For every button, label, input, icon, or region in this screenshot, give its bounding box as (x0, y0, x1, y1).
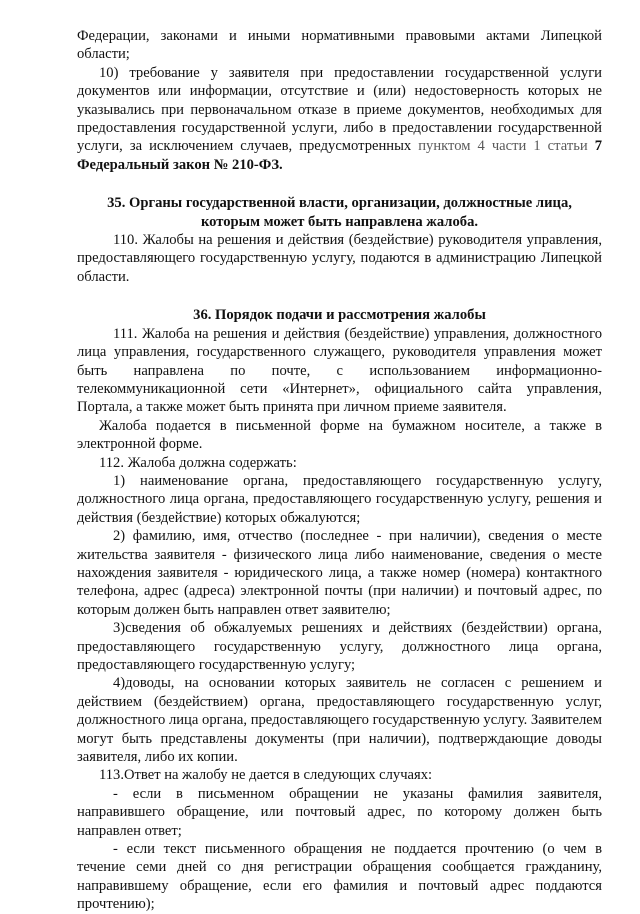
section-36-heading: 36. Порядок подачи и рассмотрения жалобы (193, 307, 486, 324)
paragraph-113: 113.Ответ на жалобу не дается в следующих случаях: (99, 767, 433, 784)
paragraph-10-dot: . (279, 156, 283, 173)
paragraph-10-text: 10) требование у заявителя при предоставлении государственной услуги документов или информации, отсутствие и (или) недостоверность которых не указывались при первоначальном отказе в приеме документов, необходимых для предоставления государственной услуги, либо в предоставлении государственной услуги, за исключением случаев, предусмотренных (77, 64, 602, 155)
paragraph-113-item-2: - если текст письменного обращения не поддается прочтению (о чем в течение семи дней со дня регистрации обращения сообщается гражданину, направившему обращение, если его фамилия и почтовый адрес поддаются прочтению); (77, 841, 602, 913)
paragraph-111-form: Жалоба подается в письменной форме на бумажном носителе, а также в электронной форме. (77, 417, 602, 453)
law-reference-tail: 7 Федеральный закон № 210-ФЗ (77, 138, 602, 173)
paragraph-111: 111. Жалоба на решения и действия (бездействие) управления, должностного лица управления, государственного служащего, руководителя управления может быть направлена по почте, с использованием информационно-телекоммуникационной сети «Интернет», официального сайта управления, Портала, а также может быть принята при личном приеме заявителя. (77, 325, 602, 416)
paragraph-112-item-4: 4)доводы, на основании которых заявитель не согласен с решением и действием (бездействием) органа, предоставляющего государственную услуг, должностного лица органа, предоставляющего государственную услугу. Заявителем могут быть представлены документы (при наличии), подтверждающие доводы заявителя, либо их копии. (77, 675, 602, 766)
paragraph-110: 110. Жалобы на решения и действия (бездействие) руководителя управления, предоставляющего государственную услугу, подаются в администрацию Липецкой области. (77, 232, 602, 285)
paragraph-113-item-1: - если в письменном обращении не указаны фамилия заявителя, направившего обращение, или почтовый адрес, по которому должен быть направлен ответ; (77, 785, 602, 839)
paragraph-intro: Федерации, законами и иными нормативными правовыми актами Липецкой области; (77, 28, 602, 63)
section-35-heading: 35. Органы государственной власти, организации, должностные лица, которым может быть направлена жалоба. (107, 195, 572, 230)
paragraph-112: 112. Жалоба должна содержать: (99, 454, 297, 471)
paragraph-112-item-3: 3)сведения об обжалуемых решениях и действиях (бездействии) органа, предоставляющего государственную услугу, должностного лица органа, предоставляющего государственную услугу; (77, 620, 602, 673)
law-reference-link[interactable]: пунктом 4 части 1 статьи (418, 138, 588, 155)
paragraph-10 (77, 64, 602, 174)
paragraph-112-item-2: 2) фамилию, имя, отчество (последнее - при наличии), сведения о месте жительства заявителя - физического лица либо наименование, сведения о месте нахождения заявителя - юридического лица, а также номер (номера) контактного телефона, адрес (адреса) электронной почты (при наличии) и почтовый адрес, по которым должен быть направлен ответ заявителю; (77, 528, 602, 618)
paragraph-112-item-1: 1) наименование органа, предоставляющего государственную услугу, должностного лица органа, предоставляющего государственную услугу, решения и действия (бездействие) которых обжалуются; (77, 472, 602, 526)
